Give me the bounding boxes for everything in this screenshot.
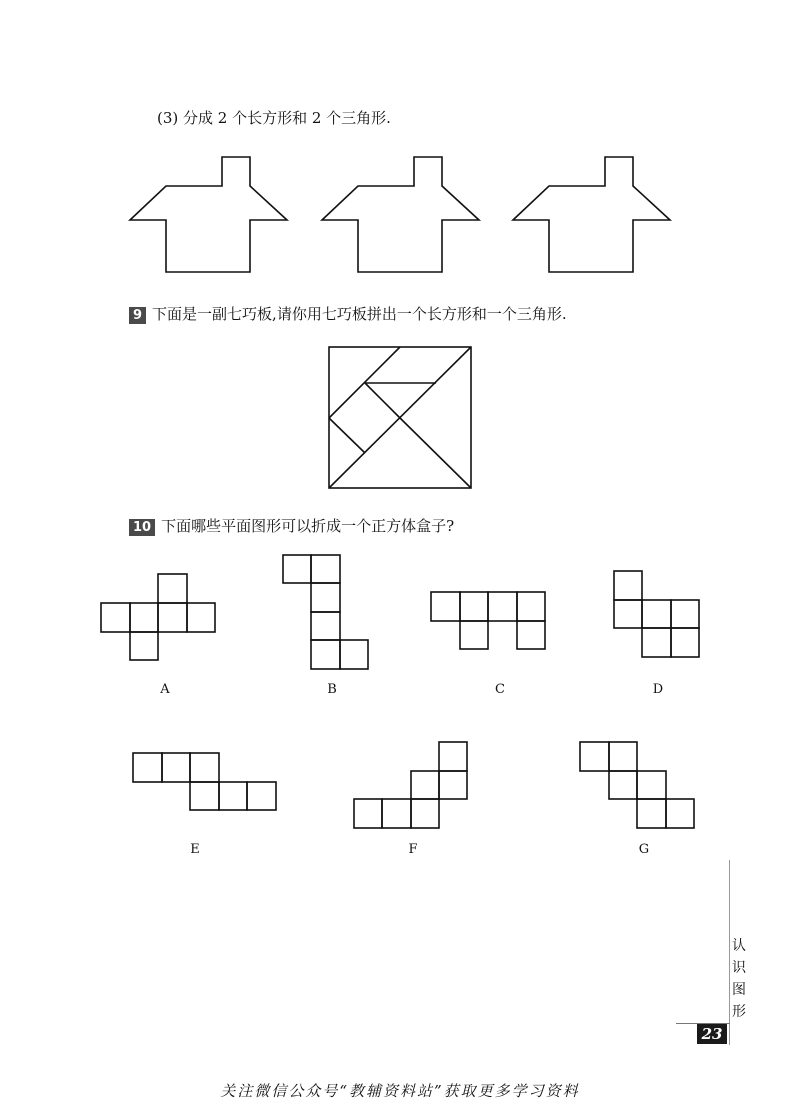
net-label-e: E	[190, 842, 200, 857]
sidebar-char-2: 识	[732, 960, 746, 976]
question-number-10: 10	[129, 519, 155, 536]
sidebar-char-1: 认	[732, 938, 746, 954]
net-label-f: F	[408, 842, 418, 857]
question-number-9: 9	[129, 307, 146, 324]
footer-note: 关注微信公众号“教辅资料站”获取更多学习资料	[220, 1082, 580, 1100]
net-label-a: A	[160, 682, 170, 697]
net-label-b: B	[327, 682, 337, 697]
net-label-c: C	[495, 682, 505, 697]
page-number: 23	[697, 1024, 727, 1044]
sidebar-char-3: 图	[732, 982, 746, 998]
sidebar-divider	[729, 860, 730, 1045]
q10-text: 下面哪些平面图形可以折成一个正方体盒子?	[161, 517, 455, 535]
net-label-g: G	[638, 842, 650, 857]
q9-text: 下面是一副七巧板,请你用七巧板拼出一个长方形和一个三角形.	[152, 305, 567, 323]
sidebar-char-4: 形	[732, 1004, 746, 1020]
net-label-d: D	[652, 682, 664, 697]
q8-part3-text: (3) 分成 2 个长方形和 2 个三角形.	[157, 109, 391, 127]
